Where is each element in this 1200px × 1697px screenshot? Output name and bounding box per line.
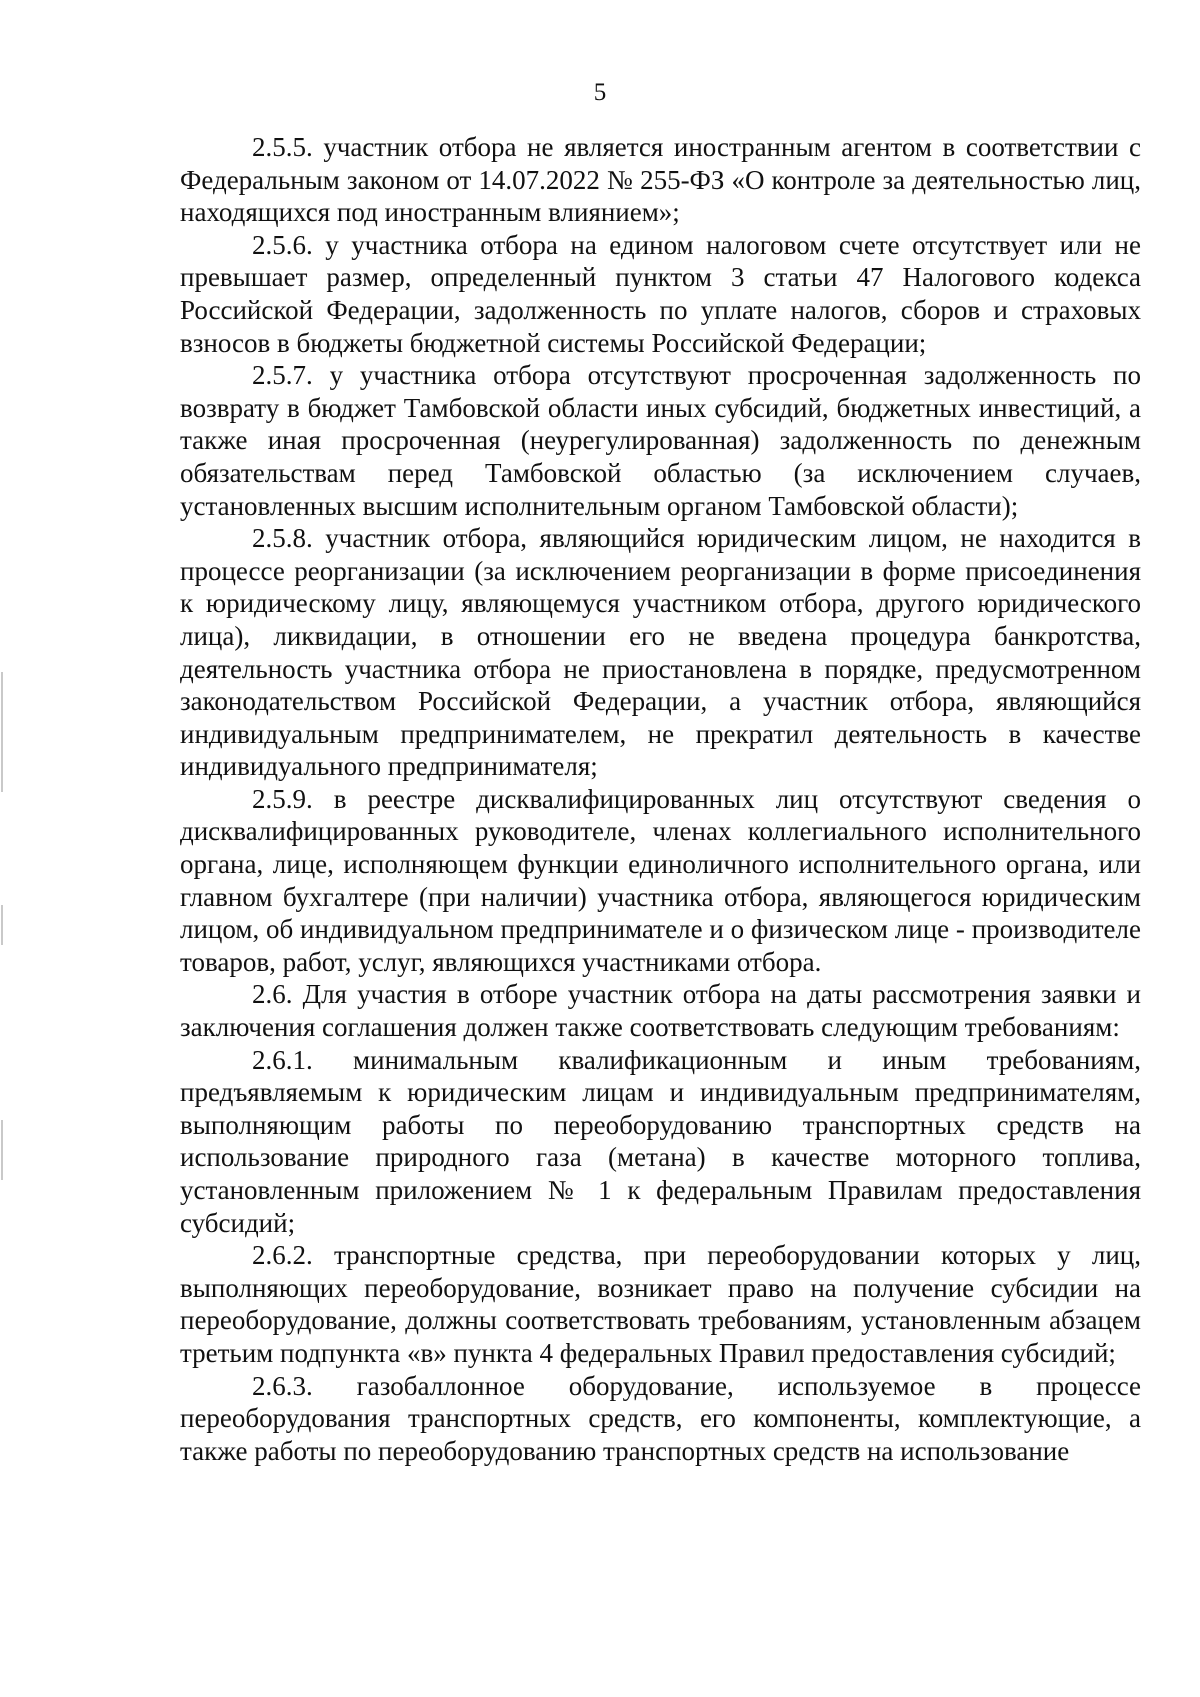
paragraph-2-6: 2.6. Для участия в отборе участник отбора на даты рассмотрения заявки и заключения соглашения должен также соответствовать следующим требованиям:	[180, 979, 1141, 1043]
page-number: 5	[593, 79, 607, 106]
paragraph-2-5-5: 2.5.5. участник отбора не является иностранным агентом в соответствии с Федеральным законом от 14.07.2022 № 255-ФЗ «О контроле за деятельностью лиц, находящихся под иностранным влиянием»;	[180, 132, 1141, 228]
paragraph-2-5-9: 2.5.9. в реестре дисквалифицированных лиц отсутствуют сведения о дисквалифицированных руководителе, членах коллегиального исполнительного органа, лице, исполняющем функции единоличного исполнительного органа, или главном бухгалтере (при наличии) участника отбора, являющегося юридическим лицом, об индивидуальном предпринимателе и о физическом лице - производителе товаров, работ, услуг, являющихся участниками отбора.	[180, 783, 1141, 977]
paragraph-2-6-3: 2.6.3. газобаллонное оборудование, используемое в процессе переоборудования транспортных средств, его компоненты, комплектующие, а также работы по переоборудованию транспортных средств на использование	[180, 1370, 1141, 1466]
document-body	[180, 131, 1141, 1467]
scan-edge-mark	[1, 672, 3, 792]
paragraph-2-6-2: 2.6.2. транспортные средства, при переоборудовании которых у лиц, выполняющих переоборудование, возникает право на получение субсидии на переоборудование, должны соответствовать требованиям, установленным абзацем третьим подпункта «в» пункта 4 федеральных Правил предоставления субсидий;	[180, 1240, 1141, 1368]
paragraph-2-5-6: 2.5.6. у участника отбора на едином налоговом счете отсутствует или не превышает размер, определенный пунктом 3 статьи 47 Налогового кодекса Российской Федерации, задолженность по уплате налогов, сборов и страховых взносов в бюджеты бюджетной системы Российской Федерации;	[180, 229, 1141, 358]
paragraph-2-5-8: 2.5.8. участник отбора, являющийся юридическим лицом, не находится в процессе реорганизации (за исключением реорганизации в форме присоединения к юридическому лицу, являющемуся участником отбора, другого юридического лица), ликвидации, в отношении его не введена процедура банкротства, деятельность участника отбора не приостановлена в порядке, предусмотренном законодательством Российской Федерации, а участник отбора, являющийся индивидуальным предпринимателем, не прекратил деятельность в качестве индивидуального предпринимателя;	[180, 523, 1141, 782]
paragraph-2-5-7: 2.5.7. у участника отбора отсутствуют просроченная задолженность по возврату в бюджет Тамбовской области иных субсидий, бюджетных инвестиций, а также иная просроченная (неурегулированная) задолженность по денежным обязательствам перед Тамбовской областью (за исключением случаев, установленных высшим исполнительным органом Тамбовской области);	[180, 360, 1141, 521]
paragraph-2-6-1: 2.6.1. минимальным квалификационным и иным требованиям, предъявляемым к юридическим лицам и индивидуальным предпринимателям, выполняющим работы по переоборудованию транспортных средств на использование природного газа (метана) в качестве моторного топлива, установленным приложением № 1 к федеральным Правилам предоставления субсидий;	[180, 1044, 1141, 1238]
scan-edge-mark	[1, 1120, 3, 1180]
scan-edge-mark	[1, 905, 3, 945]
